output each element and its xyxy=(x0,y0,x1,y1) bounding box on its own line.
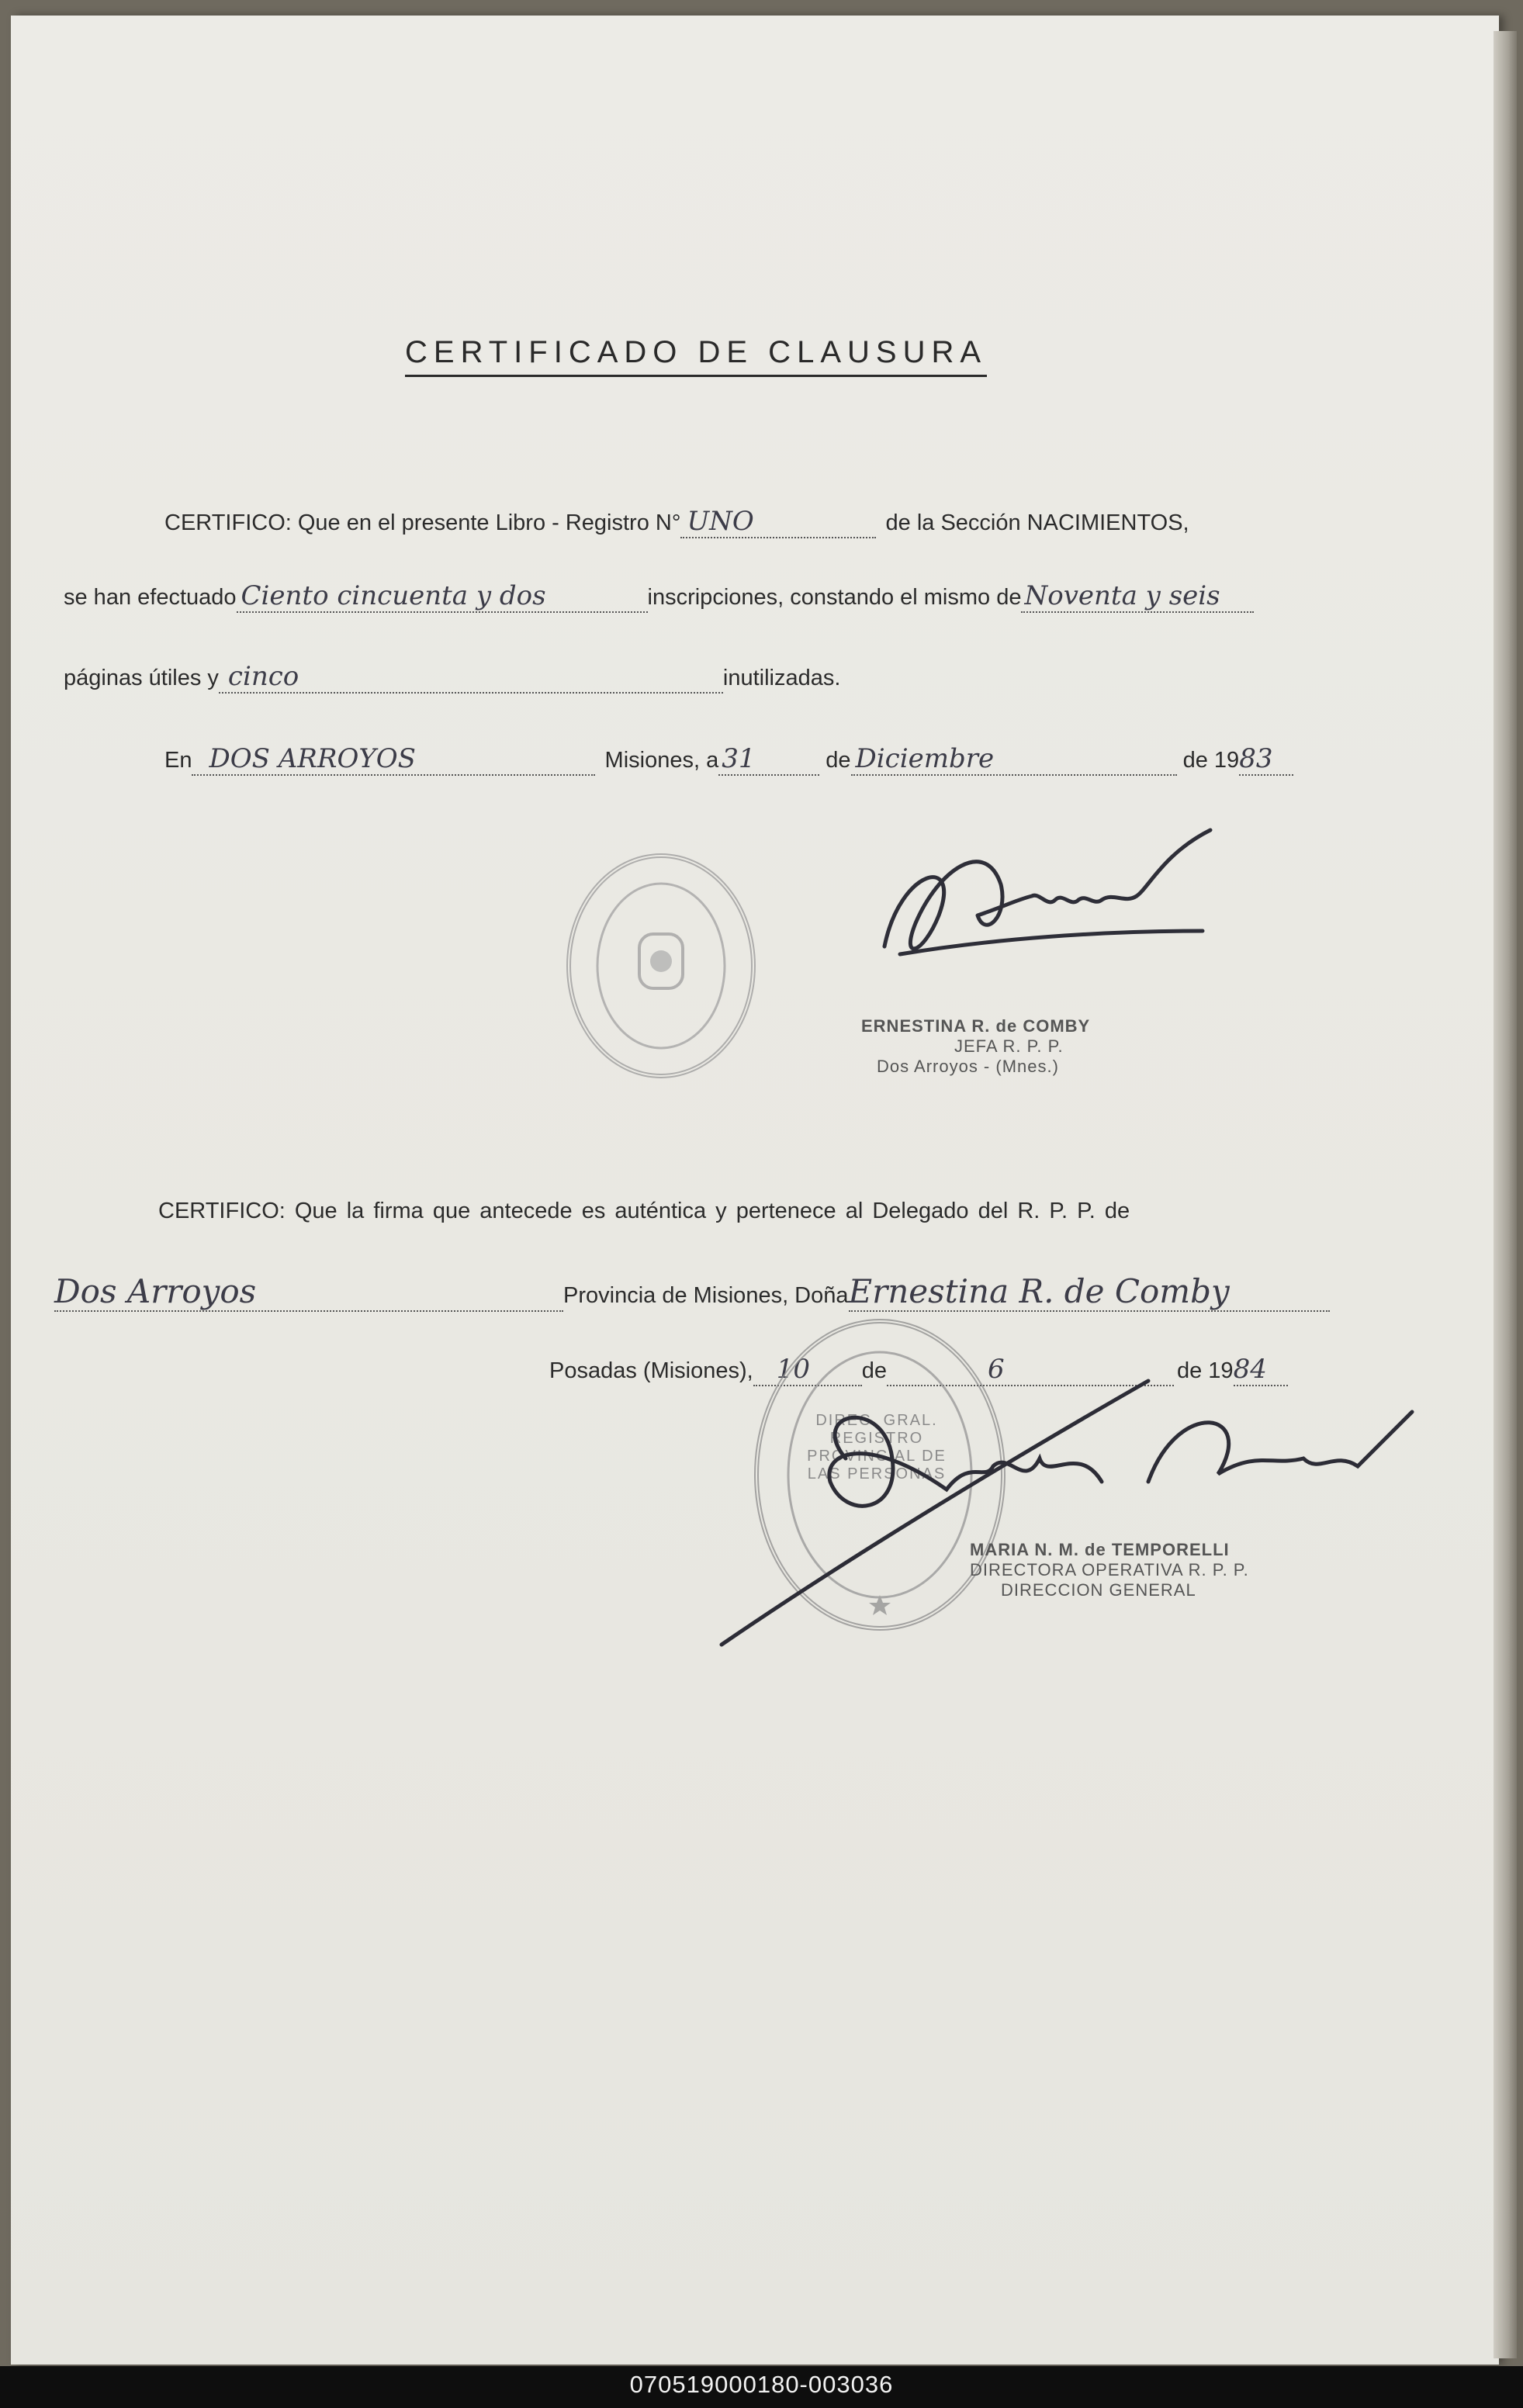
cert1-line2 xyxy=(64,580,1254,613)
cert2-de19-label: de 19 xyxy=(1176,1358,1234,1383)
cert1-line1 xyxy=(164,506,1189,538)
signature-temporelli-icon xyxy=(714,1365,1428,1660)
libro-number: UNO xyxy=(687,506,754,537)
registry-stamp xyxy=(566,853,756,1078)
de-label: de xyxy=(826,748,851,773)
stamp2-caption: DIREC. GRAL. REGISTRO PROVINCIAL DE LAS PERSONAS xyxy=(807,1412,947,1483)
cert1-seccion: de la Sección NACIMIENTOS, xyxy=(885,510,1189,535)
signature2-block xyxy=(970,1540,1249,1600)
anio: 83 xyxy=(1239,743,1273,774)
lugar: DOS ARROYOS xyxy=(209,743,416,774)
paginas-utiles-label: páginas útiles y xyxy=(64,666,219,690)
se-han-label: se han efectuado xyxy=(64,585,237,610)
book-page-edge xyxy=(1494,31,1517,2358)
signature1-place: Dos Arroyos - (Mnes.) xyxy=(877,1057,1059,1076)
signature2-role: DIRECTORA OPERATIVA R. P. P. xyxy=(970,1560,1249,1579)
cert2-nombre: Ernestina R. de Comby xyxy=(848,1272,1230,1310)
dia: 31 xyxy=(722,743,756,774)
inscripciones-label: inscripciones, constando el mismo de xyxy=(647,585,1022,610)
signature1-name: ERNESTINA R. de COMBY xyxy=(861,1016,1091,1036)
provincia-label: Provincia de Misiones, Doña xyxy=(563,1283,849,1308)
cert2-line2 xyxy=(54,1272,1330,1312)
cert1-line4 xyxy=(164,743,1293,776)
paginas-count: Noventa y seis xyxy=(1024,580,1220,611)
signature2-name: MARIA N. M. de TEMPORELLI xyxy=(970,1540,1230,1559)
cert1-intro: CERTIFICO: Que en el presente Libro - Registro N° xyxy=(164,510,681,535)
document-title: CERTIFICADO DE CLAUSURA xyxy=(405,335,987,377)
posadas-label: Posadas (Misiones), xyxy=(549,1358,753,1383)
inutilizadas-count: cinco xyxy=(227,661,299,692)
cert2-intro: CERTIFICO: Que la firma que antecede es auténtica y pertenece al Delegado del R. P. P. de xyxy=(158,1199,1130,1223)
cert2-dia: 10 xyxy=(776,1354,810,1385)
de19-label: de 19 xyxy=(1182,748,1240,773)
cert2-line1 xyxy=(158,1199,1130,1224)
inutilizadas-label: inutilizadas. xyxy=(722,666,841,690)
cert2-lugar: Dos Arroyos xyxy=(54,1272,257,1310)
cert2-de-label: de xyxy=(861,1358,887,1383)
inscripciones-count: Ciento cincuenta y dos xyxy=(241,580,546,611)
signature1-block xyxy=(861,1016,1090,1077)
cert2-anio: 84 xyxy=(1233,1354,1267,1385)
cert1-line3 xyxy=(64,661,840,694)
signature2-dept: DIRECCION GENERAL xyxy=(1001,1580,1196,1600)
cert2-mes: 6 xyxy=(987,1354,1005,1385)
archive-id: 070519000180-003036 xyxy=(629,2371,894,2398)
signature1-role: JEFA R. P. P. xyxy=(954,1036,1064,1056)
en-label: En xyxy=(164,748,192,773)
mes: Diciembre xyxy=(855,743,995,774)
signature-ernestina-icon xyxy=(869,822,1226,993)
seal-emblem-icon xyxy=(571,858,751,1074)
misiones-label: Misiones, a xyxy=(604,748,719,773)
